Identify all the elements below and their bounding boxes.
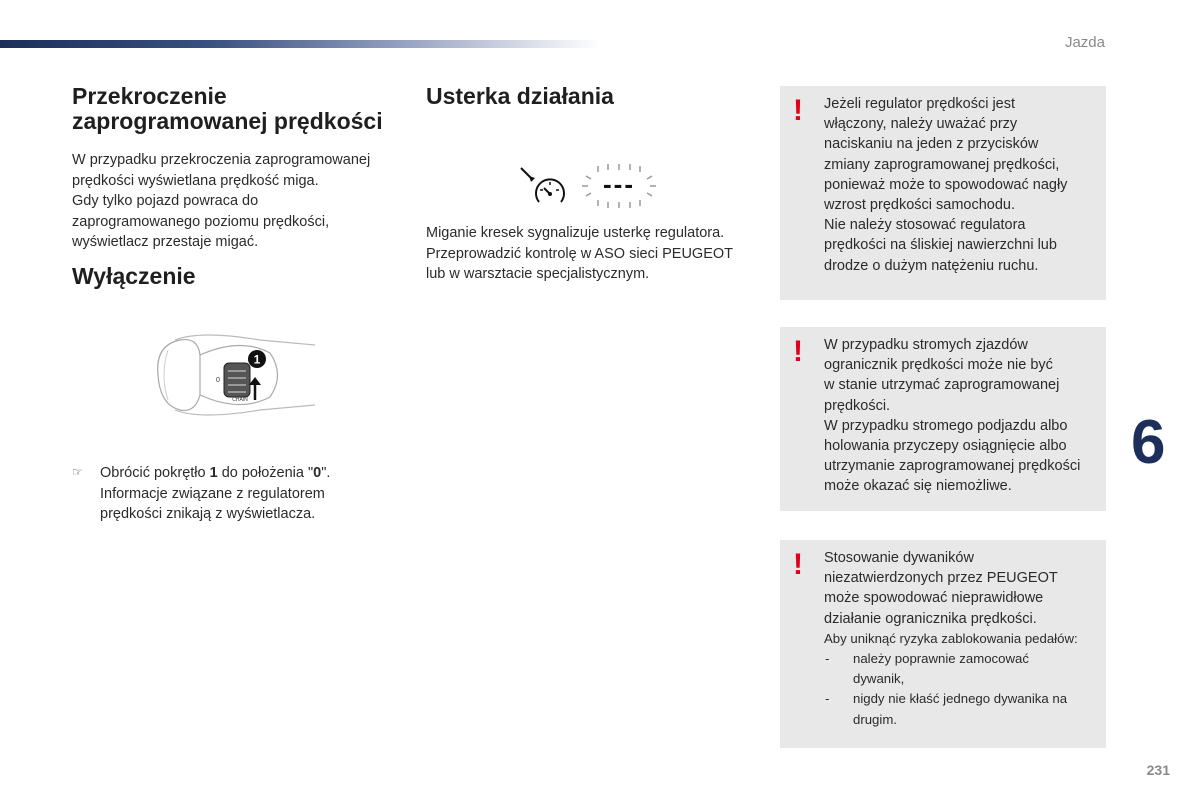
list-item: - należy poprawnie zamocować dywanik, bbox=[825, 651, 1029, 687]
list-item: - nigdy nie kłaść jednego dywanika na drugim. bbox=[825, 691, 1068, 727]
figure-caption: CHAIN bbox=[232, 397, 248, 403]
stalk-illustration bbox=[150, 325, 320, 425]
section-title: Jazda bbox=[1064, 34, 1105, 51]
speedometer-icon bbox=[515, 162, 571, 210]
warning-box-steep-slope bbox=[780, 327, 1106, 511]
page-number: 231 bbox=[1146, 762, 1170, 778]
display-dashes: --- bbox=[603, 169, 635, 199]
warning-text: W przypadku stromych zjazdów ogranicznik prędkości może nie być w stanie utrzymać zaprogramowanej prędkości. W przypadku stromego podjazdu albo holowania przyczepy osiągnięcie albo utrzymanie zaprogramowanej prędkości może okazać się niemożliwe. bbox=[824, 337, 1081, 495]
heading-switch-off: Wyłączenie bbox=[72, 263, 196, 289]
warning-text: Stosowanie dywaników niezatwierdzonych przez PEUGEOT może spowodować nieprawidłowe działanie ogranicznika prędkości. Aby uniknąć ryzyka zablokowania pedałów: - należy poprawnie zamocować dywanik, - nigdy nie kłaść jednego dywanika na drugim. bbox=[824, 548, 1104, 730]
chapter-number: 6 bbox=[1131, 408, 1166, 477]
warning-text: Jeżeli regulator prędkości jest włączony, należy uważać przy naciskaniu na jeden z przycisków zmiany zaprogramowanej prędkości, ponieważ może to spowodować nagły wzrost prędkości samochodu. Nie należy stosować regulatora prędkości na śliskiej nawierzchni lub drodze o dużym natężeniu ruchu. bbox=[824, 96, 1068, 274]
pointing-hand-icon: ☞ bbox=[72, 465, 83, 479]
heading-malfunction: Usterka działania bbox=[426, 83, 614, 109]
figure-marker: 1 bbox=[253, 352, 261, 367]
warning-icon: ! bbox=[793, 548, 803, 581]
header-accent-bar bbox=[0, 40, 600, 48]
warning-box-slippery bbox=[780, 86, 1106, 300]
warning-icon: ! bbox=[793, 335, 803, 368]
blinking-dashes-display bbox=[578, 162, 660, 210]
warning-icon: ! bbox=[793, 94, 803, 127]
heading-overspeed: Przekroczenie zaprogramowanej prędkości bbox=[72, 83, 383, 134]
instruction-text: Obrócić pokrętło 1 do położenia "0". Informacje związane z regulatorem prędkości znikają z wyświetlacza. bbox=[100, 465, 331, 522]
figure-zero-label: 0 bbox=[216, 377, 220, 384]
paragraph-overspeed: W przypadku przekroczenia zaprogramowanej prędkości wyświetlana prędkość miga. Gdy tylko pojazd powraca do zaprogramowanego poziomu prędkości, wyświetlacz przestaje migać. bbox=[72, 152, 371, 250]
paragraph-malfunction: Miganie kresek sygnalizuje usterkę regulatora. Przeprowadzić kontrolę w ASO sieci PEUGEOT lub w warsztacie specjalistycznym. bbox=[426, 225, 734, 282]
warning-box-floor-mats bbox=[780, 540, 1106, 748]
